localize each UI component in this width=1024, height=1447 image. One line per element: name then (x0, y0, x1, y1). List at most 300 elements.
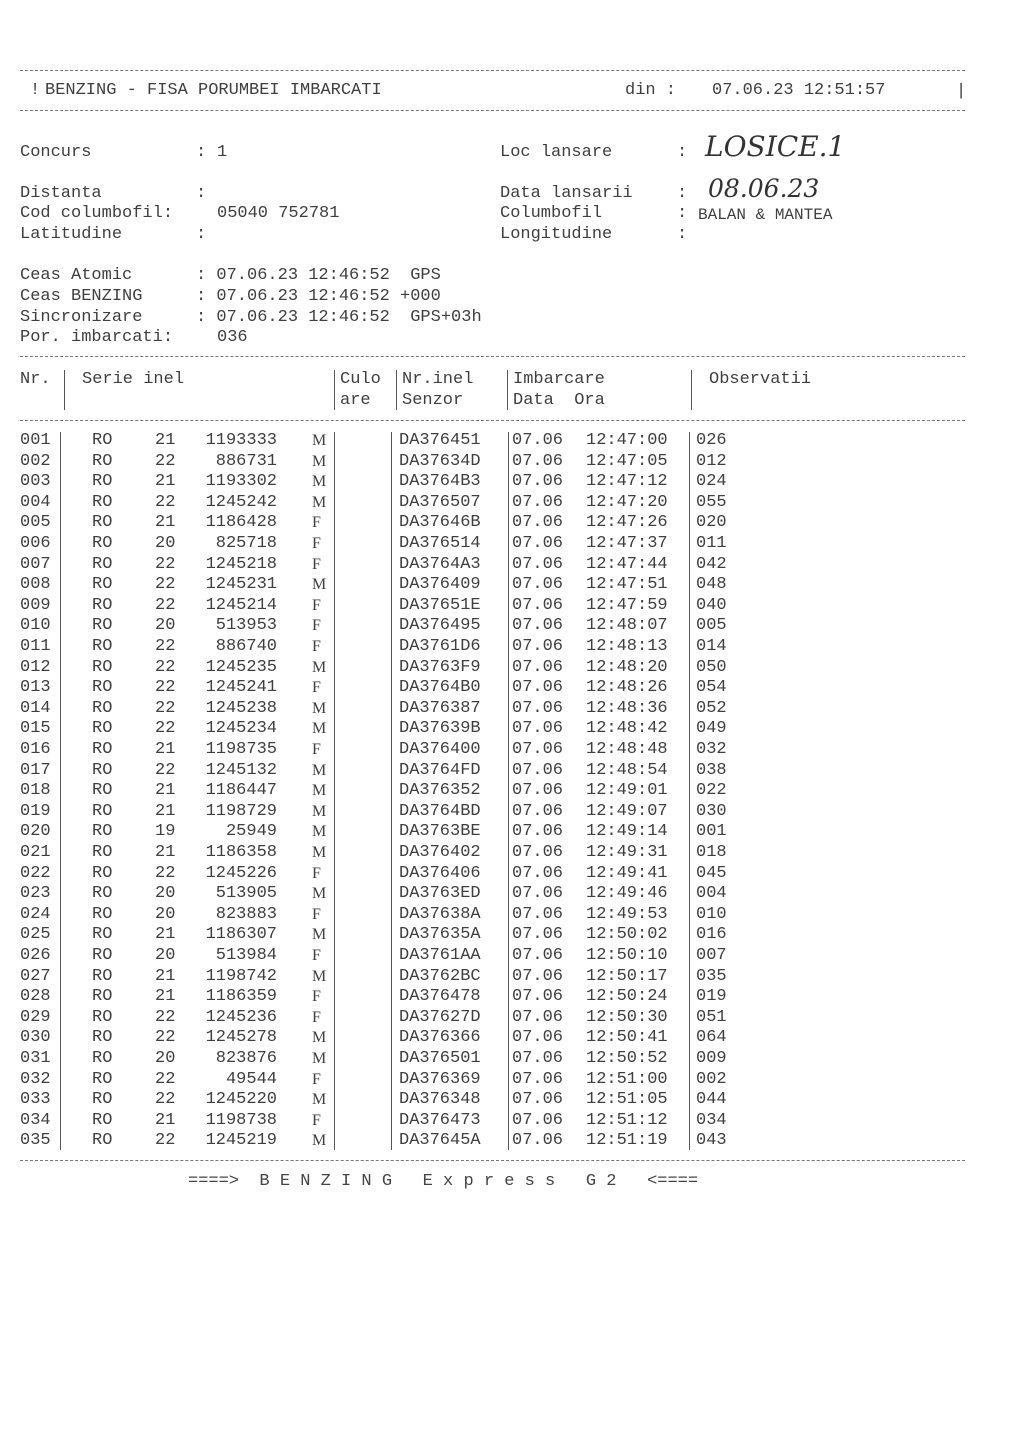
cod-value: 05040 752781 (217, 204, 340, 223)
row-country: RO (92, 781, 113, 801)
row-sex: M (312, 1050, 327, 1067)
loc-sep: : (677, 143, 688, 162)
row-sex: F (312, 864, 321, 882)
row-time: 12:49:01 (586, 781, 668, 801)
table-row (0, 596, 1024, 617)
row-sensor: DA376406 (399, 863, 481, 883)
row-nr: 020 (20, 822, 51, 842)
table-row (0, 1090, 1024, 1111)
row-sex: M (312, 926, 327, 944)
table-row (0, 1131, 1024, 1152)
row-nr: 034 (20, 1110, 51, 1130)
row-date: 07.06 (512, 1028, 564, 1048)
ceas-atomic-value: : 07.06.23 12:46:52 GPS (196, 266, 441, 285)
header-bar: | (956, 82, 967, 101)
row-year: 21 (155, 472, 176, 492)
row-obs: 042 (696, 554, 727, 574)
row-obs: 054 (696, 678, 727, 698)
row-ring: 1245226 (205, 863, 277, 883)
row-obs: 004 (696, 884, 727, 904)
columbofil-label: Columbofil (500, 204, 603, 223)
table-bottom-rule (20, 1160, 965, 1161)
row-sex: M (312, 885, 327, 903)
row-nr: 030 (20, 1028, 51, 1048)
row-ring: 25949 (225, 822, 277, 842)
row-date: 07.06 (512, 884, 564, 904)
row-time: 12:48:07 (586, 616, 668, 636)
row-year: 20 (155, 534, 176, 553)
row-sensor: DA376409 (399, 575, 481, 595)
row-ring: 1245219 (205, 1131, 277, 1151)
por-imbarcati-value: 036 (217, 328, 248, 347)
table-row (0, 1070, 1024, 1091)
row-country: RO (92, 451, 113, 471)
row-sensor: DA376473 (399, 1110, 481, 1130)
row-country: RO (92, 946, 113, 965)
row-country: RO (92, 843, 113, 862)
row-date: 07.06 (512, 513, 564, 533)
row-sensor: DA376352 (399, 781, 481, 801)
row-nr: 005 (20, 513, 51, 533)
header-divider-4 (507, 370, 508, 410)
row-ring: 49544 (225, 1069, 277, 1089)
row-sex: F (312, 1111, 321, 1129)
row-date: 07.06 (512, 472, 564, 492)
row-time: 12:50:02 (586, 925, 668, 945)
row-year: 21 (155, 801, 176, 821)
row-ring: 1245220 (205, 1090, 277, 1110)
row-date: 07.06 (512, 492, 564, 512)
row-country: RO (92, 513, 113, 533)
table-row (0, 822, 1024, 843)
data-lansarii-handwritten: 08.06.23 (708, 174, 820, 203)
row-sensor: DA37645A (399, 1131, 481, 1151)
row-year: 22 (155, 863, 176, 883)
row-nr: 011 (20, 637, 51, 656)
row-nr: 006 (20, 534, 51, 553)
row-obs: 034 (696, 1110, 727, 1130)
row-nr: 025 (20, 925, 51, 945)
row-obs: 018 (696, 843, 727, 862)
row-time: 12:48:26 (586, 678, 668, 698)
table-row (0, 1008, 1024, 1029)
row-year: 21 (155, 966, 176, 986)
row-date: 07.06 (512, 451, 564, 471)
longitudine-label: Longitudine (500, 225, 613, 244)
row-time: 12:47:37 (586, 534, 668, 553)
row-sex: F (312, 741, 321, 758)
row-ring: 1193333 (205, 431, 277, 450)
row-date: 07.06 (512, 616, 564, 636)
row-time: 12:47:00 (586, 431, 668, 450)
row-time: 12:47:51 (586, 575, 668, 595)
row-obs: 002 (696, 1069, 727, 1089)
th-imbarcare-2: Data Ora (513, 391, 605, 410)
row-date: 07.06 (512, 534, 564, 553)
row-sex: F (312, 514, 321, 532)
loc-value-handwritten: LOSICE.1 (705, 130, 846, 163)
th-culo-1: Culo (340, 370, 381, 389)
concurs-value: 1 (217, 143, 228, 162)
table-row (0, 616, 1024, 637)
row-ring: 1198735 (205, 740, 277, 759)
row-year: 21 (155, 781, 176, 801)
row-ring: 886740 (215, 637, 277, 656)
row-sex: M (312, 802, 327, 820)
th-nrinel-1: Nr.inel (402, 370, 474, 389)
row-ring: 513905 (215, 884, 277, 904)
concurs-label: Concurs (20, 143, 92, 162)
row-time: 12:50:17 (586, 966, 668, 986)
row-sex: F (312, 617, 321, 635)
benzing-express-footer: ====> B E N Z I N G E x p r e s s G 2 <==== (188, 1172, 699, 1191)
row-ring: 1186359 (205, 987, 277, 1007)
row-obs: 020 (696, 513, 727, 533)
table-row (0, 719, 1024, 740)
row-sex: F (312, 947, 321, 964)
row-sex: M (312, 782, 327, 800)
row-time: 12:48:36 (586, 698, 668, 718)
row-sex: F (312, 555, 321, 573)
row-date: 07.06 (512, 966, 564, 986)
row-obs: 009 (696, 1049, 727, 1068)
table-row (0, 1028, 1024, 1049)
row-date: 07.06 (512, 801, 564, 821)
sincronizare-value: : 07.06.23 12:46:52 GPS+03h (196, 308, 482, 327)
row-obs: 045 (696, 863, 727, 883)
table-row (0, 575, 1024, 596)
ceas-benzing-value: : 07.06.23 12:46:52 +000 (196, 287, 441, 306)
row-date: 07.06 (512, 1090, 564, 1110)
row-obs: 019 (696, 987, 727, 1007)
row-sensor: DA3761AA (399, 946, 481, 965)
por-imbarcati-label: Por. imbarcati: (20, 328, 174, 347)
th-culo-2: are (340, 391, 371, 410)
row-nr: 001 (20, 431, 51, 450)
row-country: RO (92, 801, 113, 821)
row-country: RO (92, 1110, 113, 1130)
row-date: 07.06 (512, 431, 564, 450)
row-year: 22 (155, 1090, 176, 1110)
row-sensor: DA376451 (399, 431, 481, 450)
row-country: RO (92, 554, 113, 574)
row-ring: 1245236 (205, 1007, 277, 1027)
row-ring: 1186447 (205, 781, 277, 801)
ceas-benzing-label: Ceas BENZING (20, 287, 143, 306)
row-obs: 048 (696, 575, 727, 595)
row-country: RO (92, 595, 113, 615)
table-row (0, 987, 1024, 1008)
row-country: RO (92, 719, 113, 739)
row-sex: M (312, 761, 327, 779)
row-date: 07.06 (512, 1110, 564, 1130)
row-ring: 825718 (215, 534, 277, 553)
row-obs: 043 (696, 1131, 727, 1151)
row-country: RO (92, 431, 113, 450)
row-sex: F (312, 1008, 321, 1026)
row-country: RO (92, 1007, 113, 1027)
row-ring: 1193302 (205, 472, 277, 492)
row-obs: 049 (696, 719, 727, 739)
table-row (0, 781, 1024, 802)
row-nr: 023 (20, 884, 51, 904)
row-time: 12:47:26 (586, 513, 668, 533)
row-obs: 050 (696, 657, 727, 677)
row-nr: 012 (20, 657, 51, 677)
row-sensor: DA376400 (399, 740, 481, 759)
row-ring: 1186428 (205, 513, 277, 533)
header-divider-1 (64, 370, 65, 410)
table-row (0, 1049, 1024, 1070)
row-time: 12:50:41 (586, 1028, 668, 1048)
row-time: 12:48:20 (586, 657, 668, 677)
row-sensor: DA3763ED (399, 884, 481, 904)
data-lansarii-label: Data lansarii (500, 184, 633, 203)
row-sensor: DA376507 (399, 492, 481, 512)
row-ring: 823876 (215, 1049, 277, 1068)
row-country: RO (92, 1090, 113, 1110)
row-nr: 008 (20, 575, 51, 595)
row-date: 07.06 (512, 822, 564, 842)
row-sensor: DA37635A (399, 925, 481, 945)
row-nr: 010 (20, 616, 51, 636)
row-date: 07.06 (512, 1049, 564, 1068)
row-nr: 033 (20, 1090, 51, 1110)
row-date: 07.06 (512, 740, 564, 759)
row-sensor: DA37638A (399, 904, 481, 924)
row-nr: 028 (20, 987, 51, 1007)
row-sensor: DA376366 (399, 1028, 481, 1048)
row-time: 12:51:12 (586, 1110, 668, 1130)
row-sensor: DA376348 (399, 1090, 481, 1110)
table-top-rule (20, 356, 965, 357)
row-year: 20 (155, 946, 176, 965)
row-ring: 823883 (215, 904, 277, 924)
table-row (0, 534, 1024, 555)
row-year: 22 (155, 554, 176, 574)
row-time: 12:49:07 (586, 801, 668, 821)
row-date: 07.06 (512, 698, 564, 718)
row-date: 07.06 (512, 678, 564, 698)
row-sensor: DA3762BC (399, 966, 481, 986)
row-ring: 886731 (215, 451, 277, 471)
row-year: 22 (155, 1007, 176, 1027)
row-obs: 016 (696, 925, 727, 945)
row-sensor: DA3764BD (399, 801, 481, 821)
row-country: RO (92, 616, 113, 636)
table-row (0, 637, 1024, 658)
row-sensor: DA3764B0 (399, 678, 481, 698)
row-nr: 009 (20, 595, 51, 615)
table-header-rule (20, 420, 965, 421)
row-sex: M (312, 473, 327, 491)
distanta-label: Distanta (20, 184, 102, 203)
table-row (0, 761, 1024, 782)
row-year: 22 (155, 719, 176, 739)
row-year: 22 (155, 698, 176, 718)
row-time: 12:47:44 (586, 554, 668, 574)
row-obs: 044 (696, 1090, 727, 1110)
row-country: RO (92, 822, 113, 842)
row-ring: 1245214 (205, 595, 277, 615)
row-time: 12:49:41 (586, 863, 668, 883)
row-year: 22 (155, 678, 176, 698)
row-nr: 035 (20, 1131, 51, 1151)
row-country: RO (92, 884, 113, 904)
row-sensor: DA37627D (399, 1007, 481, 1027)
row-time: 12:47:05 (586, 451, 668, 471)
row-sensor: DA37651E (399, 595, 481, 615)
row-nr: 003 (20, 472, 51, 492)
row-year: 22 (155, 1069, 176, 1089)
row-date: 07.06 (512, 554, 564, 574)
columbofil-sep: : (677, 204, 688, 223)
row-sensor: DA37646B (399, 513, 481, 533)
row-obs: 040 (696, 595, 727, 615)
row-time: 12:49:53 (586, 904, 668, 924)
row-country: RO (92, 472, 113, 492)
row-time: 12:51:19 (586, 1131, 668, 1151)
row-year: 22 (155, 451, 176, 471)
row-obs: 010 (696, 904, 727, 924)
table-row (0, 452, 1024, 473)
row-ring: 513953 (215, 616, 277, 636)
row-date: 07.06 (512, 925, 564, 945)
row-country: RO (92, 678, 113, 698)
columbofil-value: BALAN & MANTEA (698, 206, 833, 224)
row-ring: 1198738 (205, 1110, 277, 1130)
row-date: 07.06 (512, 657, 564, 677)
row-date: 07.06 (512, 1069, 564, 1089)
row-nr: 024 (20, 904, 51, 924)
row-date: 07.06 (512, 595, 564, 615)
row-year: 22 (155, 637, 176, 656)
th-observatii: Observatii (709, 370, 812, 389)
loc-label: Loc lansare (500, 143, 613, 162)
row-nr: 018 (20, 781, 51, 801)
row-time: 12:50:24 (586, 987, 668, 1007)
row-year: 21 (155, 1110, 176, 1130)
header-divider-5 (691, 370, 692, 410)
table-row (0, 472, 1024, 493)
row-obs: 026 (696, 431, 727, 450)
header-excl: ! (30, 81, 41, 100)
row-country: RO (92, 492, 113, 512)
row-country: RO (92, 904, 113, 924)
row-country: RO (92, 698, 113, 718)
row-ring: 1186358 (205, 843, 277, 862)
data-lansarii-sep: : (677, 184, 688, 203)
row-sensor: DA3764B3 (399, 472, 481, 492)
table-row (0, 513, 1024, 534)
header-divider-2 (334, 370, 335, 410)
row-time: 12:47:12 (586, 472, 668, 492)
row-nr: 026 (20, 946, 51, 965)
row-obs: 055 (696, 492, 727, 512)
table-row (0, 967, 1024, 988)
row-date: 07.06 (512, 575, 564, 595)
row-time: 12:51:05 (586, 1090, 668, 1110)
row-sensor: DA3764FD (399, 760, 481, 780)
row-obs: 035 (696, 966, 727, 986)
row-sex: M (312, 493, 327, 511)
row-sex: M (312, 699, 327, 717)
row-sex: F (312, 596, 321, 614)
row-year: 22 (155, 595, 176, 615)
row-country: RO (92, 1131, 113, 1151)
row-ring: 1245242 (205, 492, 277, 512)
row-date: 07.06 (512, 987, 564, 1007)
row-time: 12:48:13 (586, 637, 668, 656)
row-time: 12:48:42 (586, 719, 668, 739)
row-country: RO (92, 1028, 113, 1048)
row-date: 07.06 (512, 760, 564, 780)
row-year: 20 (155, 904, 176, 924)
row-ring: 1245235 (205, 657, 277, 677)
row-year: 19 (155, 822, 176, 842)
row-ring: 1245231 (205, 575, 277, 595)
row-year: 21 (155, 987, 176, 1007)
table-row (0, 905, 1024, 926)
row-year: 21 (155, 843, 176, 862)
row-nr: 016 (20, 740, 51, 759)
row-obs: 052 (696, 698, 727, 718)
row-sensor: DA376501 (399, 1049, 481, 1068)
row-sex: F (312, 988, 321, 1006)
table-row (0, 699, 1024, 720)
th-imbarcare-1: Imbarcare (513, 370, 605, 389)
row-year: 22 (155, 1028, 176, 1048)
row-nr: 004 (20, 492, 51, 512)
row-year: 22 (155, 575, 176, 595)
table-row (0, 843, 1024, 864)
row-sensor: DA376402 (399, 843, 481, 862)
table-row (0, 678, 1024, 699)
row-obs: 007 (696, 946, 727, 965)
header-divider-3 (396, 370, 397, 410)
row-year: 22 (155, 657, 176, 677)
th-serie: Serie inel (82, 370, 185, 389)
row-obs: 011 (696, 534, 727, 553)
table-row (0, 740, 1024, 761)
row-sex: M (312, 844, 327, 861)
row-time: 12:47:59 (586, 595, 668, 615)
row-country: RO (92, 575, 113, 595)
longitudine-sep: : (677, 225, 688, 244)
row-ring: 1245278 (205, 1028, 277, 1048)
row-obs: 038 (696, 760, 727, 780)
row-country: RO (92, 534, 113, 553)
row-nr: 022 (20, 863, 51, 883)
row-nr: 031 (20, 1049, 51, 1068)
row-time: 12:49:31 (586, 843, 668, 862)
row-date: 07.06 (512, 1007, 564, 1027)
row-year: 20 (155, 616, 176, 636)
row-country: RO (92, 987, 113, 1007)
row-year: 20 (155, 884, 176, 904)
row-nr: 014 (20, 698, 51, 718)
row-date: 07.06 (512, 946, 564, 965)
row-obs: 030 (696, 801, 727, 821)
row-ring: 1245238 (205, 698, 277, 718)
row-obs: 012 (696, 451, 727, 471)
row-country: RO (92, 740, 113, 759)
row-nr: 007 (20, 554, 51, 574)
row-nr: 019 (20, 801, 51, 821)
row-sex: F (312, 679, 321, 697)
cod-label: Cod columbofil: (20, 204, 174, 223)
row-country: RO (92, 760, 113, 780)
